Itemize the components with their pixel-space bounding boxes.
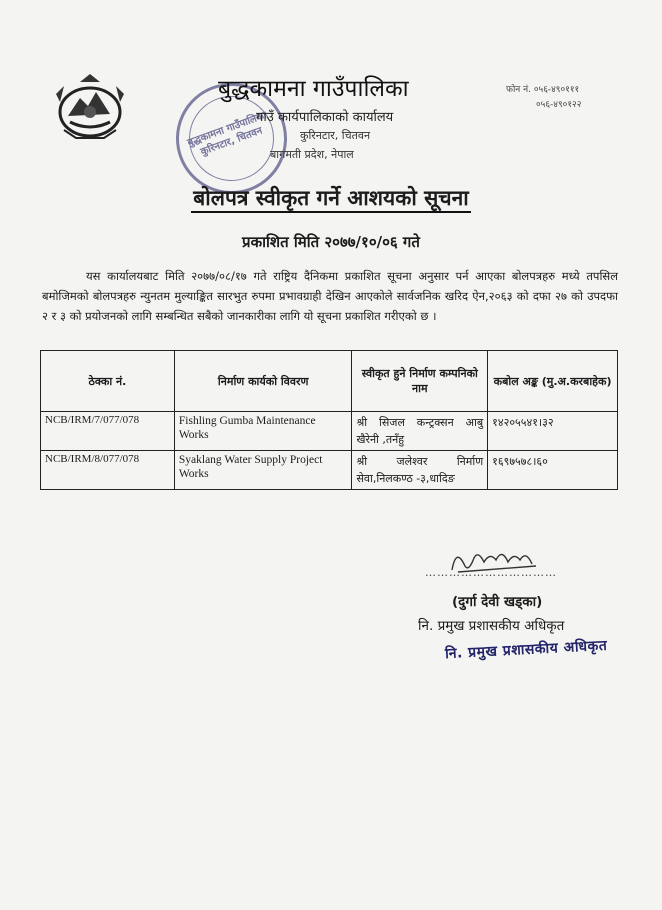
signature-line: …………………………… <box>425 566 557 579</box>
office-name: गाउँ कार्यपालिकाको कार्यालय <box>256 110 394 125</box>
table-row <box>41 412 618 451</box>
cell-amount: १६९७५७८।६० <box>488 451 618 490</box>
nepal-emblem-icon <box>50 72 130 142</box>
cell-contract-no: NCB/IRM/7/077/078 <box>41 412 175 451</box>
published-date: प्रकाशित मिति २०७७/१०/०६ गते <box>242 233 420 251</box>
org-name: बुद्धकामना गाउँपालिका <box>218 76 409 102</box>
table-row <box>41 451 618 490</box>
contracts-table <box>40 350 618 490</box>
cell-company: श्री सिजल कन्ट्रक्सन आबु खैरेनी ,तनँहु <box>352 412 488 451</box>
header-description: निर्माण कार्यको विवरण <box>174 351 352 412</box>
stamp-text: बुद्धकामना गाउँपालिका कुरिनटार, चितवन <box>186 110 269 158</box>
notice-title: बोलपत्र स्वीकृत गर्ने आशयको सूचना <box>191 185 470 213</box>
cell-company: श्री जलेश्वर निर्माण सेवा,निलकण्ठ -३,धादिङ <box>352 451 488 490</box>
address-line-1: कुरिनटार, चितवन <box>300 129 371 142</box>
header-company: स्वीकृत हुने निर्माण कम्पनिको नाम <box>352 351 488 412</box>
designation-seal: नि. प्रमुख प्रशासकीय अधिकृत <box>444 637 608 663</box>
header-contract-no: ठेक्का नं. <box>41 351 175 412</box>
address-line-2: बागमती प्रदेश, नेपाल <box>270 148 354 161</box>
table-header-row <box>41 351 618 412</box>
cell-description: Syaklang Water Supply Project Works <box>174 451 352 490</box>
phone-number-1: फोन नं. ०५६-४९०१११ <box>506 85 580 95</box>
cell-amount: १४२०५५४१।३२ <box>488 412 618 451</box>
notice-title-wrap <box>0 184 662 212</box>
phone-number-2: ०५६-४९०१२२ <box>536 100 582 110</box>
cell-contract-no: NCB/IRM/8/077/078 <box>41 451 175 490</box>
notice-body: यस कार्यालयबाट मिति २०७७/०८/१७ गते राष्ट्रिय दैनिकमा प्रकाशित सूचना अनुसार पर्न आएका बोलपत्रहरु मध्ये तपसिल बमोजिमको बोलपत्रहरु न्युनतम मुल्याङ्कित सारभुत रुपमा प्रभावग्राही देखिन आएकोले सार्वजनिक खरिद ऐन,२०६३ को दफा २७ को उपदफा २ र ३ को प्रयोजनको लागि सम्बन्धित सबैको जानकारीका लागि यो सूचना प्रकाशित गरीएको छ । <box>42 269 618 323</box>
header-amount: कबोल अङ्क (मु.अ.करबाहेक) <box>488 351 618 412</box>
cell-description: Fishling Gumba Maintenance Works <box>174 412 352 451</box>
signer-name: (दुर्गा देवी खड्का) <box>452 594 543 610</box>
signer-title: नि. प्रमुख प्रशासकीय अधिकृत <box>418 618 565 634</box>
